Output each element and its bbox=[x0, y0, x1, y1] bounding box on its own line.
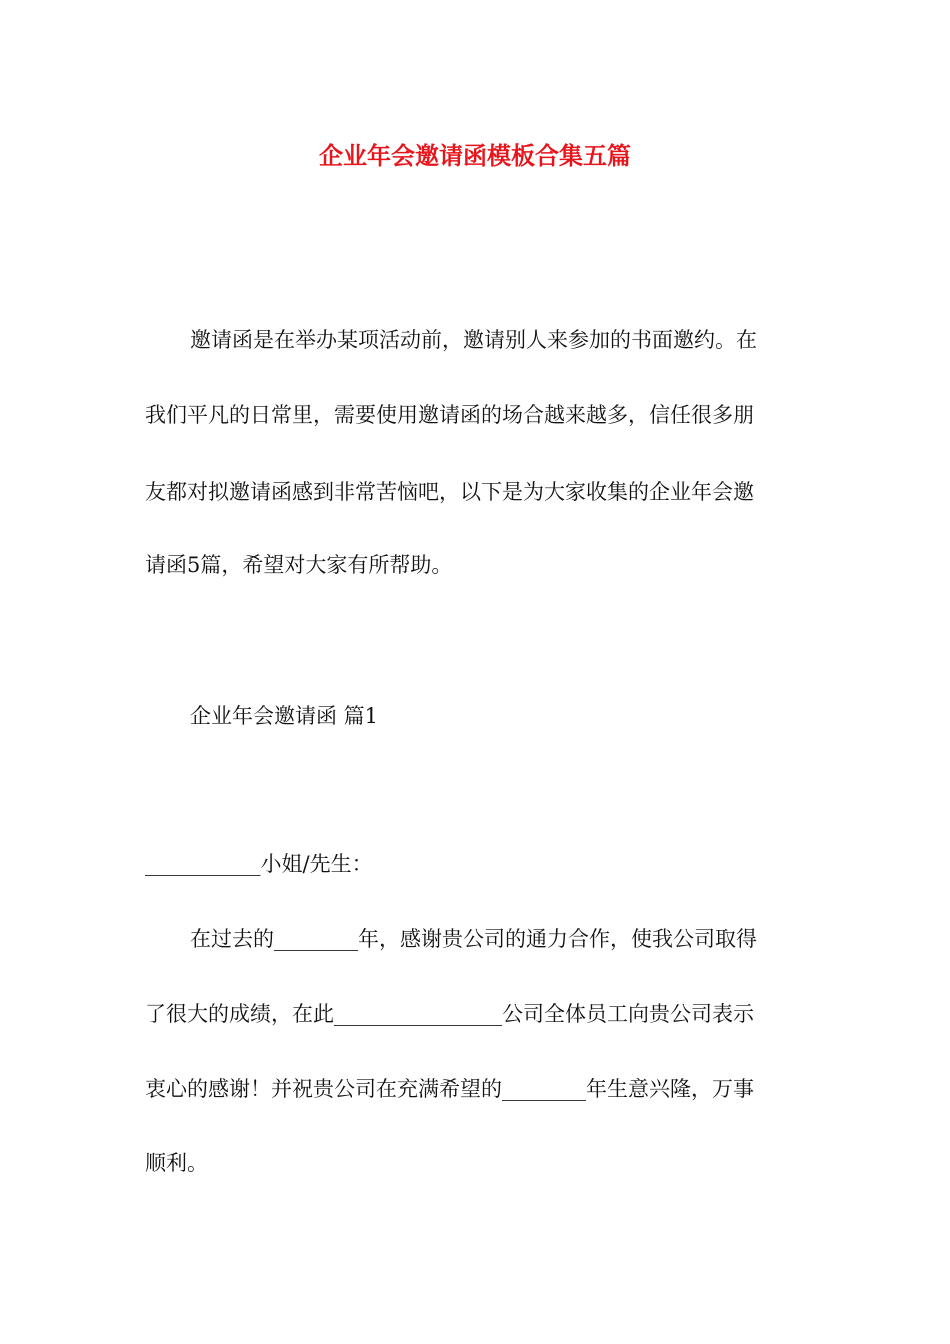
intro-line: 邀请函是在举办某项活动前，邀请别人来参加的书面邀约。在 bbox=[190, 328, 757, 352]
body-line: 了很大的成绩，在此________________公司全体员工向贵公司表示 bbox=[145, 1002, 754, 1026]
body-line: 顺利。 bbox=[145, 1151, 208, 1175]
salutation: ___________小姐/先生： bbox=[145, 852, 373, 876]
body-line: 衷心的感谢！并祝贵公司在充满希望的________年生意兴隆，万事 bbox=[145, 1077, 754, 1101]
page-title: 企业年会邀请函模板合集五篇 bbox=[319, 141, 631, 170]
intro-line: 友都对拟邀请函感到非常苦恼吧，以下是为大家收集的企业年会邀 bbox=[145, 480, 754, 504]
intro-line: 请函5篇，希望对大家有所帮助。 bbox=[145, 553, 453, 577]
body-line: 在过去的________年，感谢贵公司的通力合作，使我公司取得 bbox=[190, 927, 757, 951]
intro-line: 我们平凡的日常里，需要使用邀请函的场合越来越多，信任很多朋 bbox=[145, 403, 754, 427]
section-heading: 企业年会邀请函 篇1 bbox=[190, 704, 379, 728]
